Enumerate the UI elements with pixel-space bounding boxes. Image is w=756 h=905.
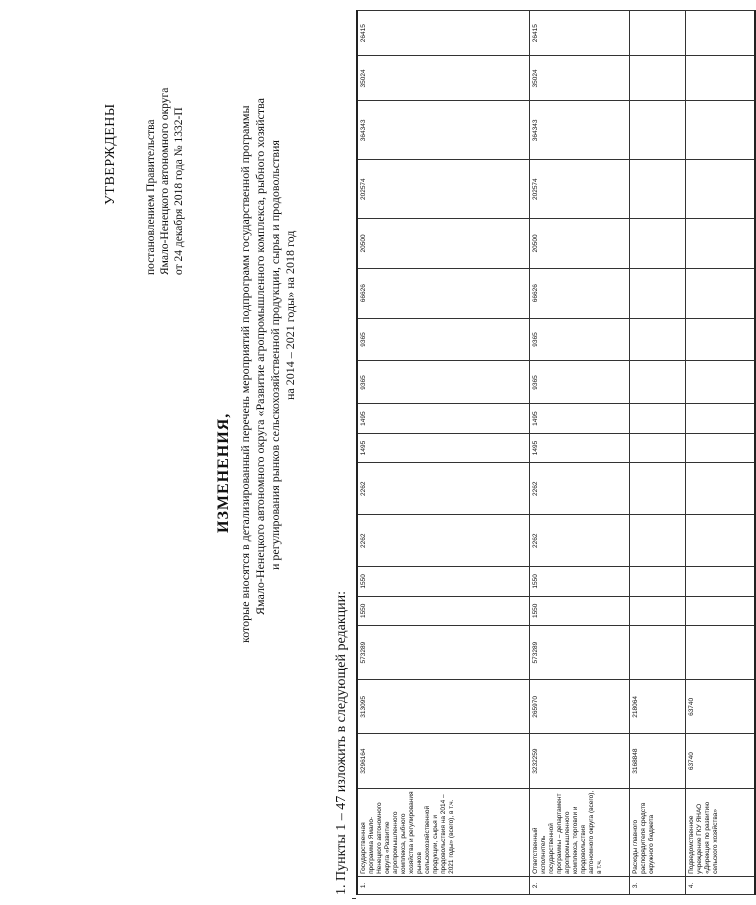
approval-line-1: постановлением Правительства [145, 119, 157, 275]
value-cell [629, 515, 685, 567]
value-cell: 218064 [629, 680, 685, 734]
value-cell: 1495 [357, 433, 529, 462]
value-cell: 202574 [529, 160, 629, 219]
row-name: Государственная программа Ямало-Ненецкого автономного округа «Развитие агропромышленного комплекса, рыбного хозяйства и регулирования рынков сельскохозяйственной продукции, сырья и продовольствия на 2014 – 2021 годы» (всего), в т.ч. [357, 788, 529, 876]
value-cell [629, 219, 685, 269]
value-cell [685, 219, 755, 269]
value-cell [685, 463, 755, 515]
approval-stamp-heading: УТВЕРЖДЕНЫ [103, 103, 118, 205]
value-cell [685, 596, 755, 625]
value-cell: 2262 [529, 515, 629, 567]
value-cell: 9365 [529, 318, 629, 361]
value-cell: 2262 [357, 463, 529, 515]
row-number: 3. [629, 876, 685, 894]
table-row [629, 11, 685, 895]
value-cell: 1495 [357, 404, 529, 433]
value-cell: 573289 [529, 626, 629, 680]
intro-paragraph: 1. Пункты 1 – 47 изложить в следующей редакции: [334, 590, 349, 895]
value-cell: 1550 [529, 596, 629, 625]
subtitle-line-4: на 2014 – 2021 годы» на 2018 год [283, 230, 297, 400]
value-cell [685, 361, 755, 404]
value-cell [629, 11, 685, 56]
value-cell [629, 404, 685, 433]
value-cell: 364343 [357, 101, 529, 160]
document-title: ИЗМЕНЕНИЯ, [215, 412, 232, 533]
value-cell: 3232259 [529, 734, 629, 788]
row-number: 1. [357, 876, 529, 894]
value-cell: 63740 [685, 680, 755, 734]
value-cell [685, 318, 755, 361]
value-cell: 2262 [529, 463, 629, 515]
value-cell [629, 463, 685, 515]
value-cell: 9365 [357, 361, 529, 404]
value-cell: 66626 [529, 268, 629, 318]
value-cell: 364343 [529, 101, 629, 160]
value-cell [685, 56, 755, 101]
value-cell: 9365 [357, 318, 529, 361]
value-cell [685, 11, 755, 56]
value-cell: 1550 [529, 567, 629, 596]
subtitle-line-3: и регулирования рынков сельскохозяйственной продукции, сырья и продовольствия [268, 140, 282, 570]
approval-line-2: Ямало-Ненецкого автономного округа [159, 87, 171, 275]
value-cell: 35024 [357, 56, 529, 101]
value-cell: 20500 [529, 219, 629, 269]
value-cell [629, 361, 685, 404]
value-cell [685, 433, 755, 462]
value-cell [629, 433, 685, 462]
approval-line-3: от 24 декабря 2018 года № 1332-П [173, 107, 185, 275]
value-cell [685, 626, 755, 680]
table-row [357, 11, 529, 895]
value-cell [685, 268, 755, 318]
value-cell: 66626 [357, 268, 529, 318]
value-cell: 1550 [357, 596, 529, 625]
value-cell: 63740 [685, 734, 755, 788]
value-cell [685, 160, 755, 219]
value-cell [629, 101, 685, 160]
value-cell: 35024 [529, 56, 629, 101]
value-cell [629, 268, 685, 318]
value-cell: 313095 [357, 680, 529, 734]
subtitle-line-1: которые вносятся в детализированный перечень мероприятий подпрограмм государственной программы [238, 105, 252, 643]
value-cell [629, 567, 685, 596]
row-name: Подведомственное учреждение ГКУ ЯНАО «Дирекция по развитию сельского хозяйства» [685, 788, 755, 876]
table-row [685, 11, 755, 895]
measures-table [356, 10, 756, 895]
row-number: 4. [685, 876, 755, 894]
value-cell: 202574 [357, 160, 529, 219]
row-name: Ответственный исполнитель государственной программы – департамент агропромышленного комплекса, торговли и продовольствия автономного округа (всего), в т.ч. [529, 788, 629, 876]
value-cell: 3296164 [357, 734, 529, 788]
value-cell [629, 56, 685, 101]
value-cell [629, 318, 685, 361]
value-cell: 9365 [529, 361, 629, 404]
value-cell: 2262 [357, 515, 529, 567]
value-cell [685, 515, 755, 567]
value-cell: 26415 [529, 11, 629, 56]
value-cell: 1495 [529, 404, 629, 433]
value-cell [685, 404, 755, 433]
table-row [529, 11, 629, 895]
value-cell: 1550 [357, 567, 529, 596]
value-cell: 573289 [357, 626, 529, 680]
value-cell: 26415 [357, 11, 529, 56]
value-cell [629, 626, 685, 680]
row-number: 2. [529, 876, 629, 894]
row-name: Расходы главного распорядителя средств окружного бюджета [629, 788, 685, 876]
value-cell [685, 567, 755, 596]
value-cell: 1495 [529, 433, 629, 462]
value-cell [685, 101, 755, 160]
value-cell: 3168848 [629, 734, 685, 788]
value-cell: 265970 [529, 680, 629, 734]
value-cell [629, 160, 685, 219]
subtitle-line-2: Ямало-Ненецкого автономного округа «Развитие агропромышленного комплекса, рыбного хозяйства [253, 98, 267, 615]
value-cell [629, 596, 685, 625]
value-cell: 20500 [357, 219, 529, 269]
